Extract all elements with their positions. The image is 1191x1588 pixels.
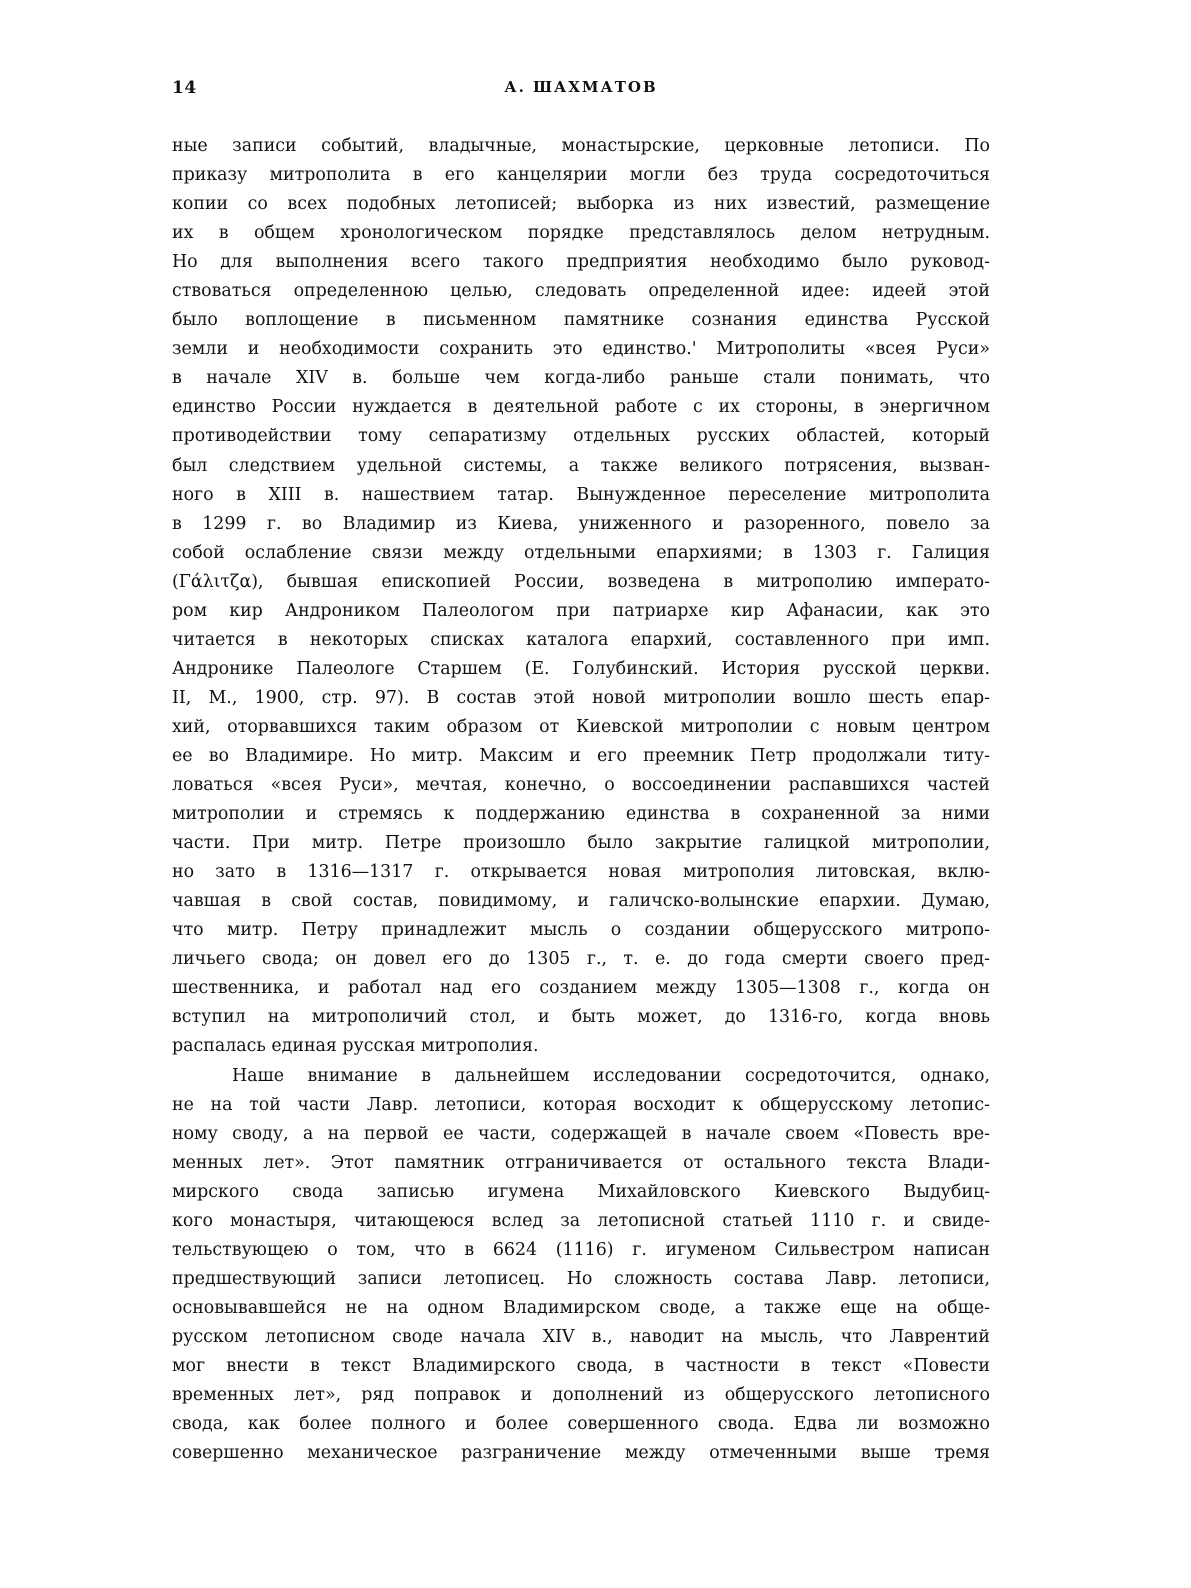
- text-line: части. При митр. Петре произошло было закрытие галицкой митрополии,: [172, 833, 990, 854]
- text-line: чавшая в свой состав, повидимому, и галичско-волынские епархии. Думаю,: [172, 891, 990, 912]
- text-line: ловаться «всея Руси», мечтая, конечно, о воссоединении распавшихся частей: [172, 775, 990, 796]
- text-line: ствоваться определенною целью, следовать определенной идее: идеей этой: [172, 281, 990, 302]
- text-line: ром кир Андроником Палеологом при патриархе кир Афанасии, как это: [172, 600, 990, 621]
- text-line: был следствием удельной системы, а также великого потрясения, вызван-: [172, 455, 990, 476]
- text-line: хий, оторвавшихся таким образом от Киевской митрополии с новым центром: [172, 716, 990, 737]
- page-number: 14: [172, 78, 197, 98]
- text-line: русском летописном своде начала XIV в., наводит на мысль, что Лаврентий: [172, 1326, 990, 1347]
- text-line: земли и необходимости сохранить это единство.' Митрополиты «всея Руси»: [172, 339, 990, 360]
- text-line: Но для выполнения всего такого предприятия необходимо было руковод-: [172, 252, 990, 273]
- text-line: но зато в 1316—1317 г. открывается новая митрополия литовская, вклю-: [172, 862, 990, 883]
- text-line: свода, как более полного и более совершенного свода. Едва ли возможно: [172, 1414, 990, 1435]
- text-line: противодействии тому сепаратизму отдельных русских областей, который: [172, 426, 990, 447]
- text-line: не на той части Лавр. летописи, которая восходит к общерусскому летопис-: [172, 1094, 990, 1115]
- text-line: мирского свода записью игумена Михайловского Киевского Выдубиц-: [172, 1181, 990, 1202]
- page-header: [172, 78, 990, 102]
- text-line: было воплощение в письменном памятнике сознания единства Русской: [172, 310, 990, 331]
- text-line: совершенно механическое разграничение между отмеченными выше тремя: [172, 1443, 990, 1464]
- text-line: (Γάλιτζα), бывшая епископией России, возведена в митрополию императо-: [172, 571, 990, 592]
- text-line: ному своду, а на первой ее части, содержащей в начале своем «Повесть вре-: [172, 1123, 990, 1144]
- text-line: предшествующий записи летописец. Но сложность состава Лавр. летописи,: [172, 1268, 990, 1289]
- text-line-paragraph-start: Наше внимание в дальнейшем исследовании сосредоточится, однако,: [232, 1065, 990, 1086]
- text-line: в начале XIV в. больше чем когда-либо раньше стали понимать, что: [172, 368, 990, 389]
- text-line: митрополии и стремясь к поддержанию единства в сохраненной за ними: [172, 804, 990, 825]
- text-line: личьего свода; он довел его до 1305 г., т. е. до года смерти своего пред-: [172, 949, 990, 970]
- text-line: ее во Владимире. Но митр. Максим и его преемник Петр продолжали титу-: [172, 745, 990, 766]
- text-line: шественника, и работал над его созданием между 1305—1308 г., когда он: [172, 978, 990, 999]
- text-line: читается в некоторых списках каталога епархий, составленного при имп.: [172, 629, 990, 650]
- running-head: А. ШАХМАТОВ: [504, 78, 658, 96]
- text-line: тельствующею о том, что в 6624 (1116) г. игуменом Сильвестром написан: [172, 1239, 990, 1260]
- text-line: копии со всех подобных летописей; выборка из них известий, размещение: [172, 194, 990, 215]
- text-line: их в общем хронологическом порядке представлялось делом нетрудным.: [172, 223, 990, 244]
- text-line: кого монастыря, читающеюся вслед за летописной статьей 1110 г. и свиде-: [172, 1210, 990, 1231]
- text-line: основывавшейся не на одном Владимирском своде, а также еще на обще-: [172, 1297, 990, 1318]
- body-text: [172, 132, 990, 1468]
- text-line: приказу митрополита в его канцелярии могли без труда сосредоточиться: [172, 165, 990, 186]
- text-line: ного в XIII в. нашествием татар. Вынужденное переселение митрополита: [172, 484, 990, 505]
- text-line: Андронике Палеологе Старшем (Е. Голубинский. История русской церкви.: [172, 658, 990, 679]
- text-line: что митр. Петру принадлежит мысль о создании общерусского митропо-: [172, 920, 990, 941]
- text-line: вступил на митрополичий стол, и быть может, до 1316-го, когда вновь: [172, 1007, 990, 1028]
- text-line: временных лет», ряд поправок и дополнений из общерусского летописного: [172, 1385, 990, 1406]
- text-line: в 1299 г. во Владимир из Киева, униженного и разоренного, повело за: [172, 513, 990, 534]
- text-line: II, М., 1900, стр. 97). В состав этой новой митрополии вошло шесть епар-: [172, 687, 990, 708]
- text-line: единство России нуждается в деятельной работе с их стороны, в энергичном: [172, 397, 990, 418]
- text-line-paragraph-end: распалась единая русская митрополия.: [172, 1036, 539, 1057]
- text-line: собой ослабление связи между отдельными епархиями; в 1303 г. Галиция: [172, 542, 990, 563]
- text-line: мог внести в текст Владимирского свода, в частности в текст «Повести: [172, 1355, 990, 1376]
- text-line: ные записи событий, владычные, монастырские, церковные летописи. По: [172, 136, 990, 156]
- text-line: менных лет». Этот памятник отграничивается от остального текста Влади-: [172, 1152, 990, 1173]
